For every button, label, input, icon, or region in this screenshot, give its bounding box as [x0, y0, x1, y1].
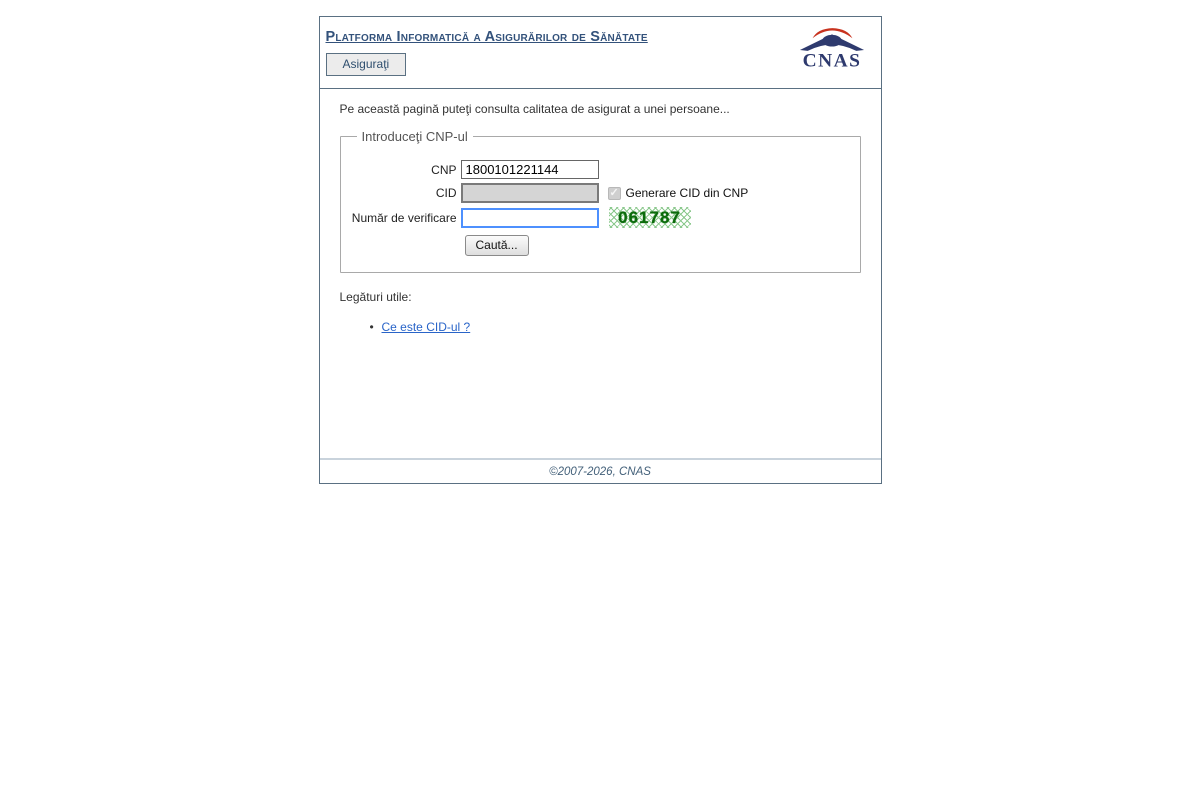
cnas-eye-icon: [797, 25, 867, 71]
footer: [320, 458, 881, 483]
list-item: [382, 320, 861, 334]
links-list: [340, 320, 861, 334]
search-button[interactable]: Caută...: [465, 235, 529, 256]
links-heading: Legături utile:: [339, 290, 412, 304]
verification-label: Număr de verificare: [351, 210, 457, 225]
cid-label: CID: [435, 186, 457, 200]
cnp-fieldset: [340, 129, 861, 273]
generate-cid-option: [608, 186, 749, 200]
generate-cid-label: Generare CID din CNP: [625, 186, 749, 200]
verification-input[interactable]: [461, 208, 599, 228]
verification-row: [351, 207, 850, 228]
page-title: Platforma Informatică a Asigurărilor de Sănătate: [325, 29, 648, 45]
main-content: [320, 89, 881, 458]
captcha-image: 061787: [609, 207, 691, 228]
cnp-row: [351, 160, 850, 179]
tab-asigurati[interactable]: Asiguraţi: [326, 53, 407, 76]
cnas-logo: [797, 25, 867, 76]
cid-input: [461, 183, 599, 203]
page-container: [319, 16, 882, 484]
copyright-text: ©2007-2026, CNAS: [549, 466, 651, 478]
cnp-input[interactable]: [461, 160, 599, 179]
cid-row: [351, 183, 850, 203]
cnp-label: CNP: [431, 162, 457, 177]
intro-text: Pe această pagină puteţi consulta calitatea de asigurat a unei persoane...: [339, 102, 730, 116]
generate-cid-checkbox: [608, 187, 621, 200]
what-is-cid-link[interactable]: Ce este CID-ul ?: [381, 320, 471, 334]
cnas-logo-text: CNAS: [802, 50, 861, 71]
fieldset-legend: Introduceţi CNP-ul: [361, 129, 468, 144]
header: [320, 17, 881, 89]
